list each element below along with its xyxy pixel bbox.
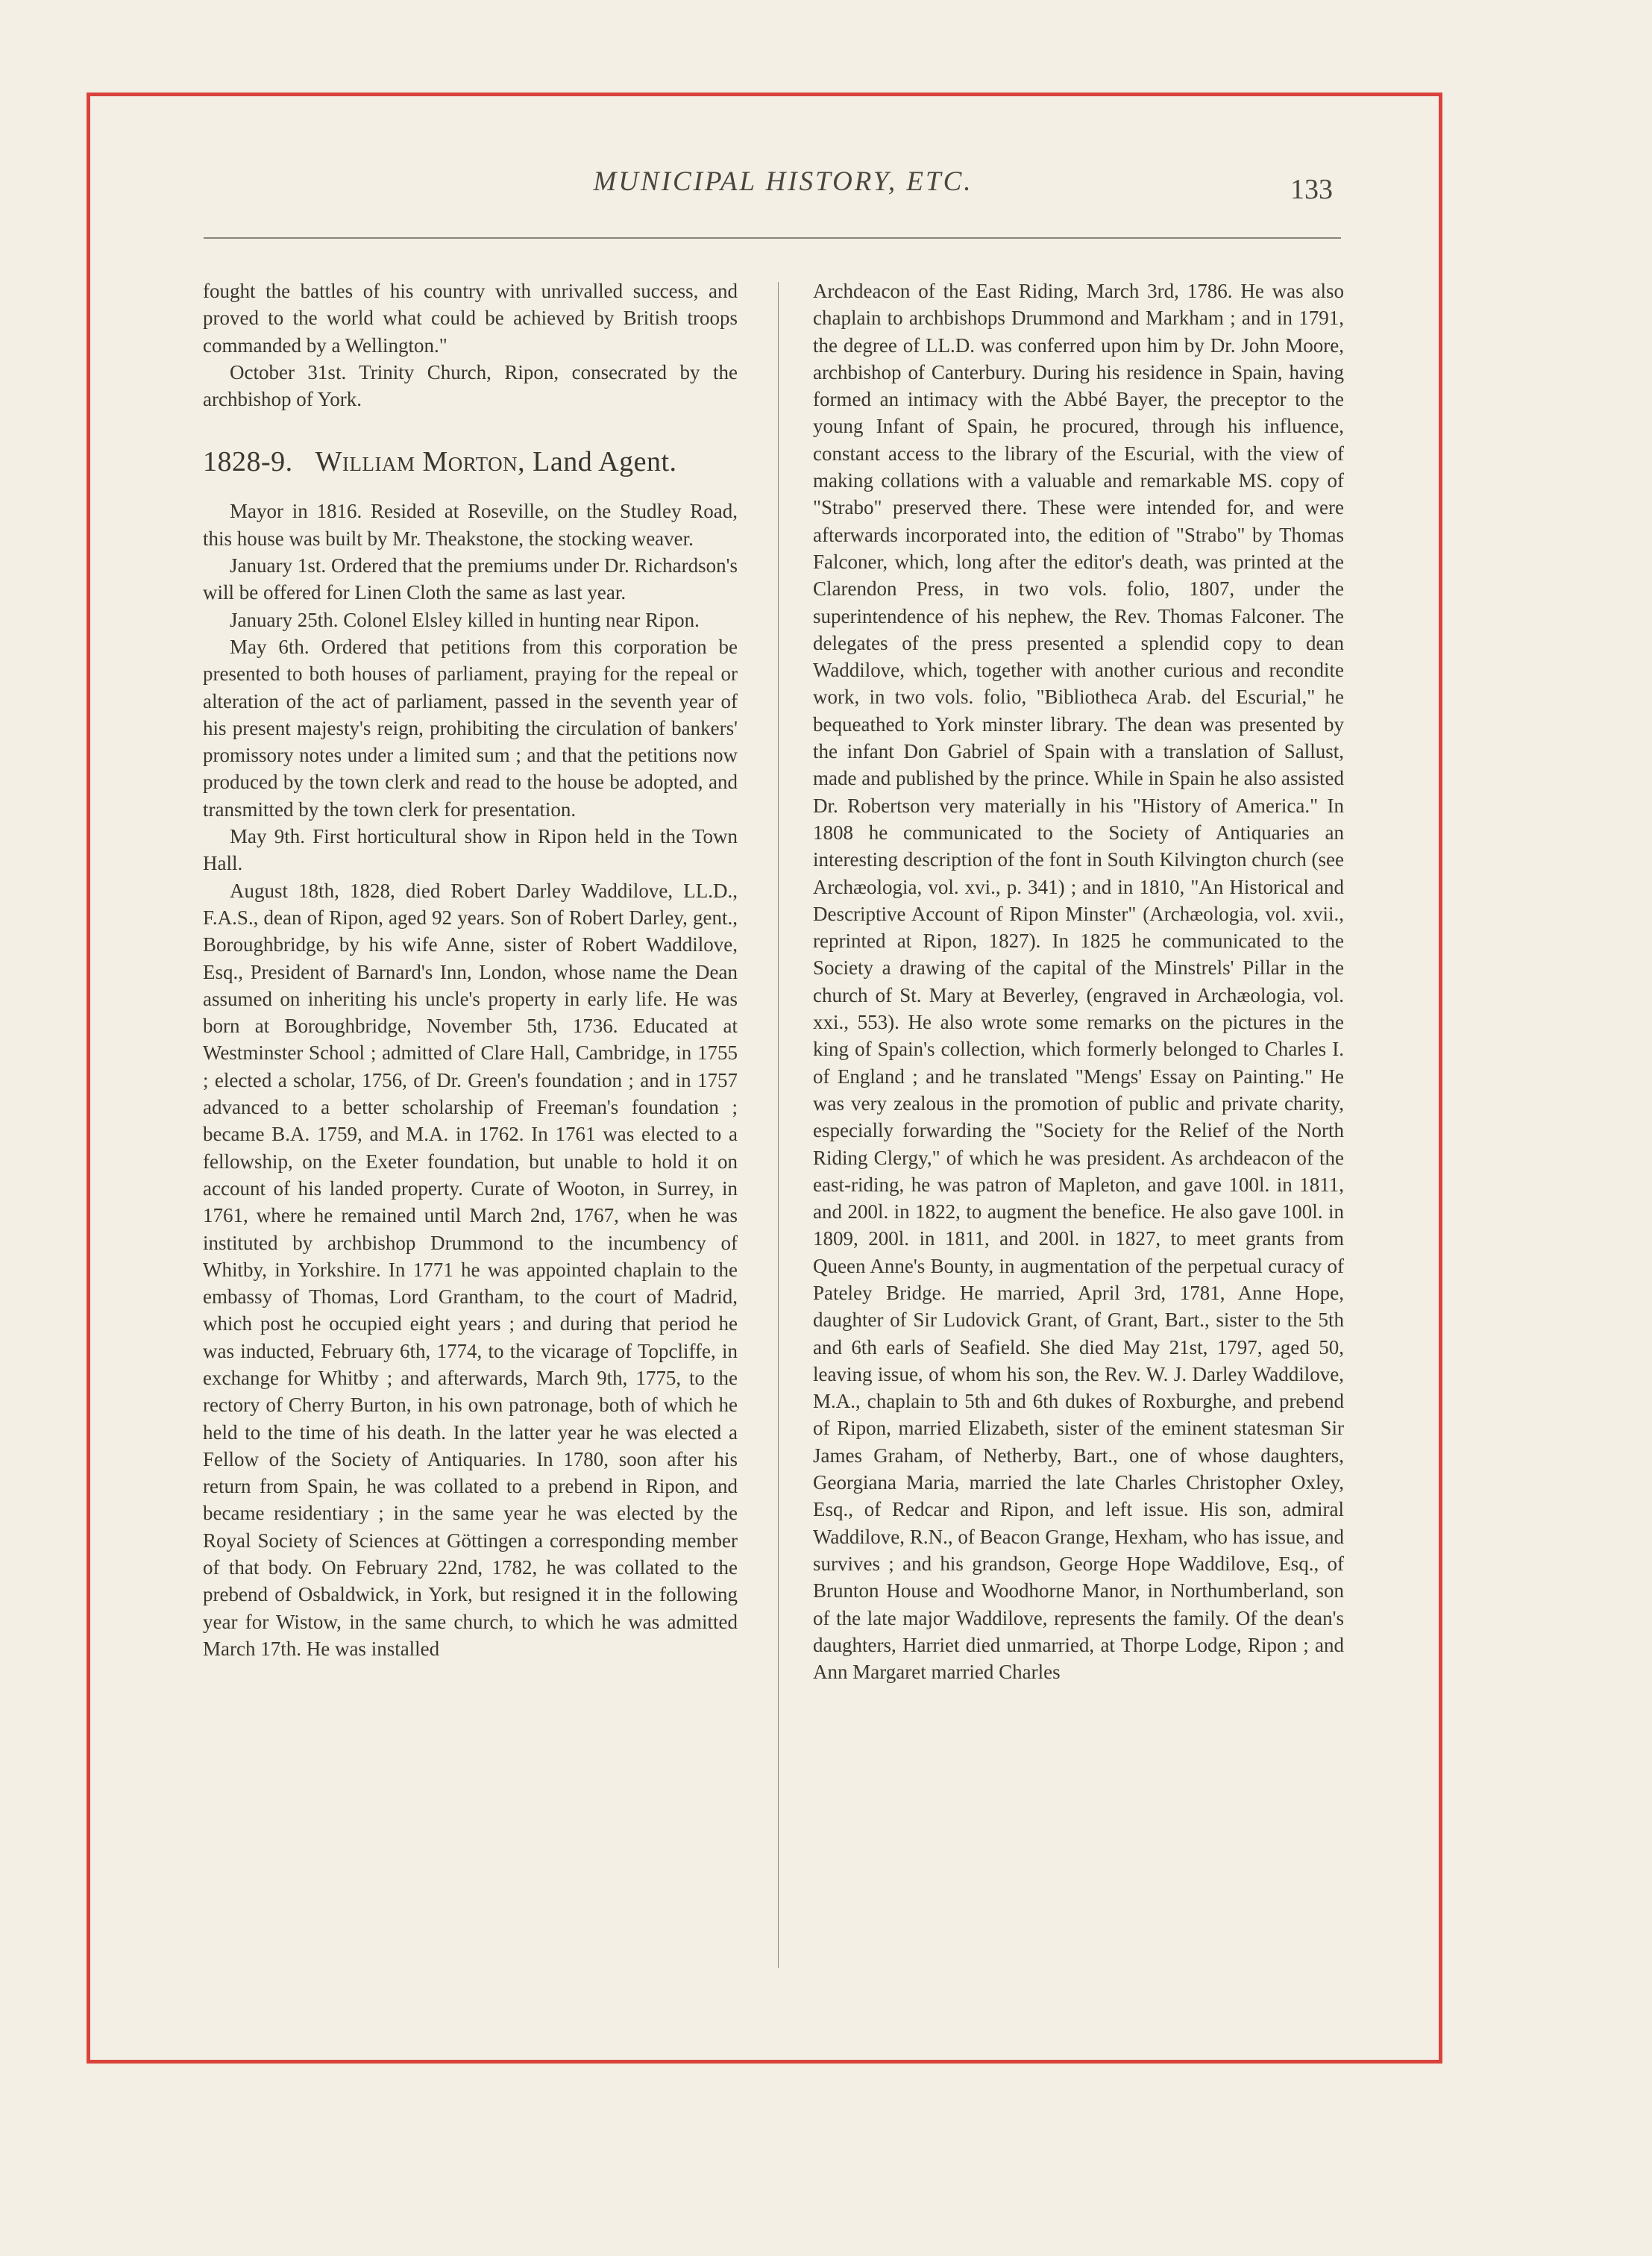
right-column <box>813 278 1344 1685</box>
heading-name: William Morton, <box>315 446 526 478</box>
paragraph: Archdeacon of the East Riding, March 3rd, 1786. He was also chaplain to archbishops Drummond and Markham ; and in 1791, the degree of LL.D. was conferred upon him by Dr. John Moore, archbishop of Canterbury. During his residence in Spain, having formed an intimacy with the Abbé Bayer, the preceptor to the young Infant of Spain, he procured, through his influence, constant access to the library of the Escurial, with the view of making collations with a valuable and remarkable MS. copy of "Strabo" preserved there. These were intended for, and were afterwards incorporated into, the edition of "Strabo" by Thomas Falconer, which, long after the editor's death, was printed at the Clarendon Press, in two vols. folio, 1807, under the superintendence of his nephew, the Rev. Thomas Falconer. The delegates of the press presented a splendid copy to dean Waddilove, which, together with another curious and recondite work, in two vols. folio, "Bibliotheca Arab. del Escurial," he bequeathed to York minster library. The dean was presented by the infant Don Gabriel of Spain with a translation of Sallust, made and published by the prince. While in Spain he also assisted Dr. Robertson very materially in his "History of America." In 1808 he communicated to the Society of Antiquaries an interesting description of the font in South Kilvington church (see Archæologia, vol. xvi., p. 341) ; and in 1810, "An Historical and Descriptive Account of Ripon Minster" (Archæologia, vol. xvii., reprinted at Ripon, 1827). In 1825 he communicated to the Society a drawing of the capital of the Minstrels' Pillar in the church of St. Mary at Beverley, (engraved in Archæologia, vol. xxi., 553). He also wrote some remarks on the pictures in the king of Spain's collection, which formerly belonged to Charles I. of England ; and he translated "Mengs' Essay on Painting." He was very zealous in the promotion of public and private charity, especially forwarding the "Society for the Relief of the North Riding Clergy," of which he was president. As archdeacon of the east-riding, he was patron of Mapleton, and gave 100l. in 1811, and 200l. in 1822, to augment the benefice. He also gave 100l. in 1809, 200l. in 1811, and 200l. in 1827, to meet grants from Queen Anne's Bounty, in augmentation of the perpetual curacy of Pateley Bridge. He married, April 3rd, 1781, Anne Hope, daughter of Sir Ludovick Grant, of Grant, Bart., sister to the 5th and 6th earls of Seafield. She died May 21st, 1797, aged 50, leaving issue, of whom his son, the Rev. W. J. Darley Waddilove, M.A., chaplain to 5th and 6th dukes of Roxburghe, and prebend of Ripon, married Elizabeth, sister of the eminent statesman Sir James Graham, of Netherby, Bart., one of whose daughters, Georgiana Maria, married the late Charles Christopher Oxley, Esq., of Redcar and Ripon, and left issue. His son, admiral Waddilove, R.N., of Beacon Grange, Hexham, who has issue, and survives ; and his grandson, George Hope Waddilove, Esq., of Brunton House and Woodhorne Manor, in Northumberland, son of the late major Waddilove, represents the family. Of the dean's daughters, Harriet died unmarried, at Thorpe Lodge, Ripon ; and Ann Margaret married Charles <box>813 280 1344 1684</box>
paragraph: May 9th. First horticultural show in Ripon held in the Town Hall. <box>203 825 738 875</box>
page-number: 133 <box>1290 174 1333 205</box>
paragraph: May 6th. Ordered that petitions from this corporation be presented to both houses of parliament, praying for the repeal or alteration of the act of parliament, passed in the seventh year of his present majesty's reign, prohibiting the circulation of bankers' promissory notes under a limited sum ; and that the petitions now produced by the town clerk and read to the house be adopted, and transmitted by the town clerk for presentation. <box>203 635 738 821</box>
paragraph: October 31st. Trinity Church, Ripon, consecrated by the archbishop of York. <box>203 360 738 411</box>
paragraph: fought the battles of his country with unrivalled success, and proved to the world what could be achieved by British troops commanded by a Wellington." <box>203 280 738 357</box>
paragraph: January 1st. Ordered that the premiums under Dr. Richardson's will be offered for Linen Cloth the same as last year. <box>203 554 738 604</box>
column-divider <box>778 282 779 1968</box>
heading-year: 1828-9. <box>203 446 293 478</box>
heading-title: Land Agent. <box>533 446 677 478</box>
running-head: MUNICIPAL HISTORY, ETC. <box>593 166 973 197</box>
paragraph: January 25th. Colonel Elsley killed in hunting near Ripon. <box>230 608 700 631</box>
paragraph: Mayor in 1816. Resided at Roseville, on the Studley Road, this house was built by Mr. Theakstone, the stocking weaver. <box>203 500 738 550</box>
paragraph: August 18th, 1828, died Robert Darley Waddilove, LL.D., F.A.S., dean of Ripon, aged 92 years. Son of Robert Darley, gent., Boroughbridge, by his wife Anne, sister of Robert Waddilove, Esq., President of Barnard's Inn, London, whose name the Dean assumed on inheriting his uncle's property in early life. He was born at Boroughbridge, November 5th, 1736. Educated at Westminster School ; admitted of Clare Hall, Cambridge, in 1755 ; elected a scholar, 1756, of Dr. Green's foundation ; and in 1757 advanced to a better scholarship of Freeman's foundation ; became B.A. 1759, and M.A. in 1762. In 1761 was elected to a fellowship, on the Exeter foundation, but unable to hold it on account of his landed property. Curate of Wooton, in Surrey, in 1761, where he remained until March 2nd, 1767, when he was instituted by archbishop Drummond to the incumbency of Whitby, in Yorkshire. In 1771 he was appointed chaplain to the embassy of Thomas, Lord Grantham, to the court of Madrid, which post he occupied eight years ; and during that period he was inducted, February 6th, 1774, to the vicarage of Topcliffe, in exchange for Whitby ; and afterwards, March 9th, 1775, to the rectory of Cherry Burton, in his own patronage, both of which he held to the time of his death. In the latter year he was elected a Fellow of the Society of Antiquaries. In 1780, soon after his return from Spain, he was collated to a prebend in Ripon, and became residentiary ; in the same year he was elected by the Royal Society of Sciences at Göttingen a corresponding member of that body. On February 22nd, 1782, he was collated to the prebend of Osbaldwick, in York, but resigned it in the following year for Wistow, in the same church, to which he was admitted March 17th. He was installed <box>203 879 738 1660</box>
left-column <box>203 278 738 1662</box>
header-rule <box>204 237 1341 239</box>
section-heading <box>203 445 738 478</box>
